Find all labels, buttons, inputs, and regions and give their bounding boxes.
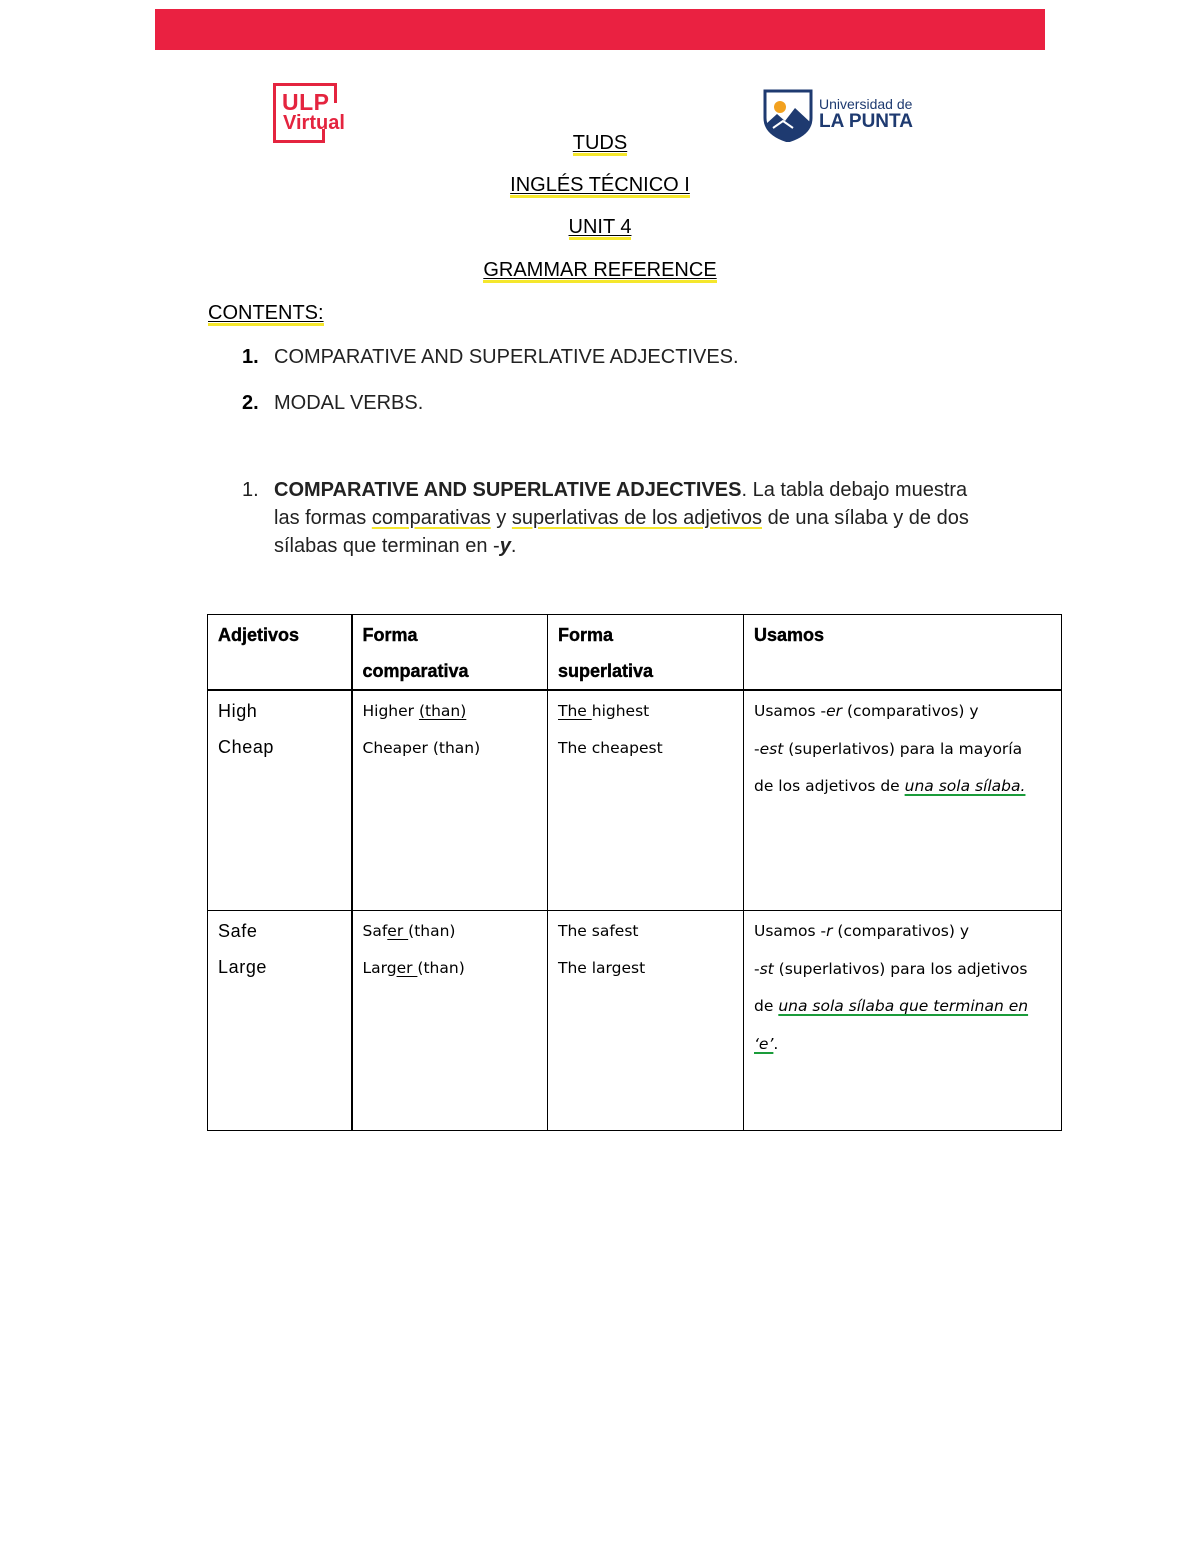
adjectives-cell: High Cheap <box>218 701 275 757</box>
comparative-cell: Safer (than) Larger (than) <box>362 922 465 977</box>
comparative-cell: Higher (than) Cheaper (than) <box>362 702 481 757</box>
header-forma-superlativa: Forma superlativa <box>558 625 654 681</box>
title-unit: UNIT 4 <box>568 216 632 238</box>
logo-text-la-punta: LA PUNTA <box>819 111 913 132</box>
usage-cell: Usamos -r (comparativos) y -st (superlativos) para los adjetivos de una sola sílaba que terminan en ‘e’. <box>754 922 1029 1053</box>
table-header-row <box>208 615 1062 691</box>
adjectives-cell: Safe Large <box>218 921 268 977</box>
header-adjetivos: Adjetivos <box>218 625 300 645</box>
logo-text-ulp: ULP <box>282 89 330 115</box>
title-course: INGLÉS TÉCNICO I <box>510 174 690 196</box>
header-forma-comparativa: Forma comparativa <box>362 625 469 681</box>
usage-cell: Usamos -er (comparativos) y -est (superlativos) para la mayoría de los adjetivos de una sola sílaba. <box>754 702 1026 795</box>
table-row <box>208 690 1062 911</box>
title-grammar-reference: GRAMMAR REFERENCE <box>483 259 717 281</box>
logo-text-universidad: Universidad de <box>819 96 913 112</box>
table-row <box>208 911 1062 1131</box>
superlative-cell: The highest The cheapest <box>558 702 663 757</box>
top-red-bar <box>155 9 1045 50</box>
superlative-cell: The safest The largest <box>558 922 646 977</box>
title-tuds: TUDS <box>572 132 628 154</box>
logo-text-virtual: Virtual <box>283 112 345 134</box>
header-usamos: Usamos <box>754 625 825 645</box>
comparative-superlative-table <box>207 614 1062 1131</box>
contents-label: CONTENTS: <box>208 302 324 324</box>
